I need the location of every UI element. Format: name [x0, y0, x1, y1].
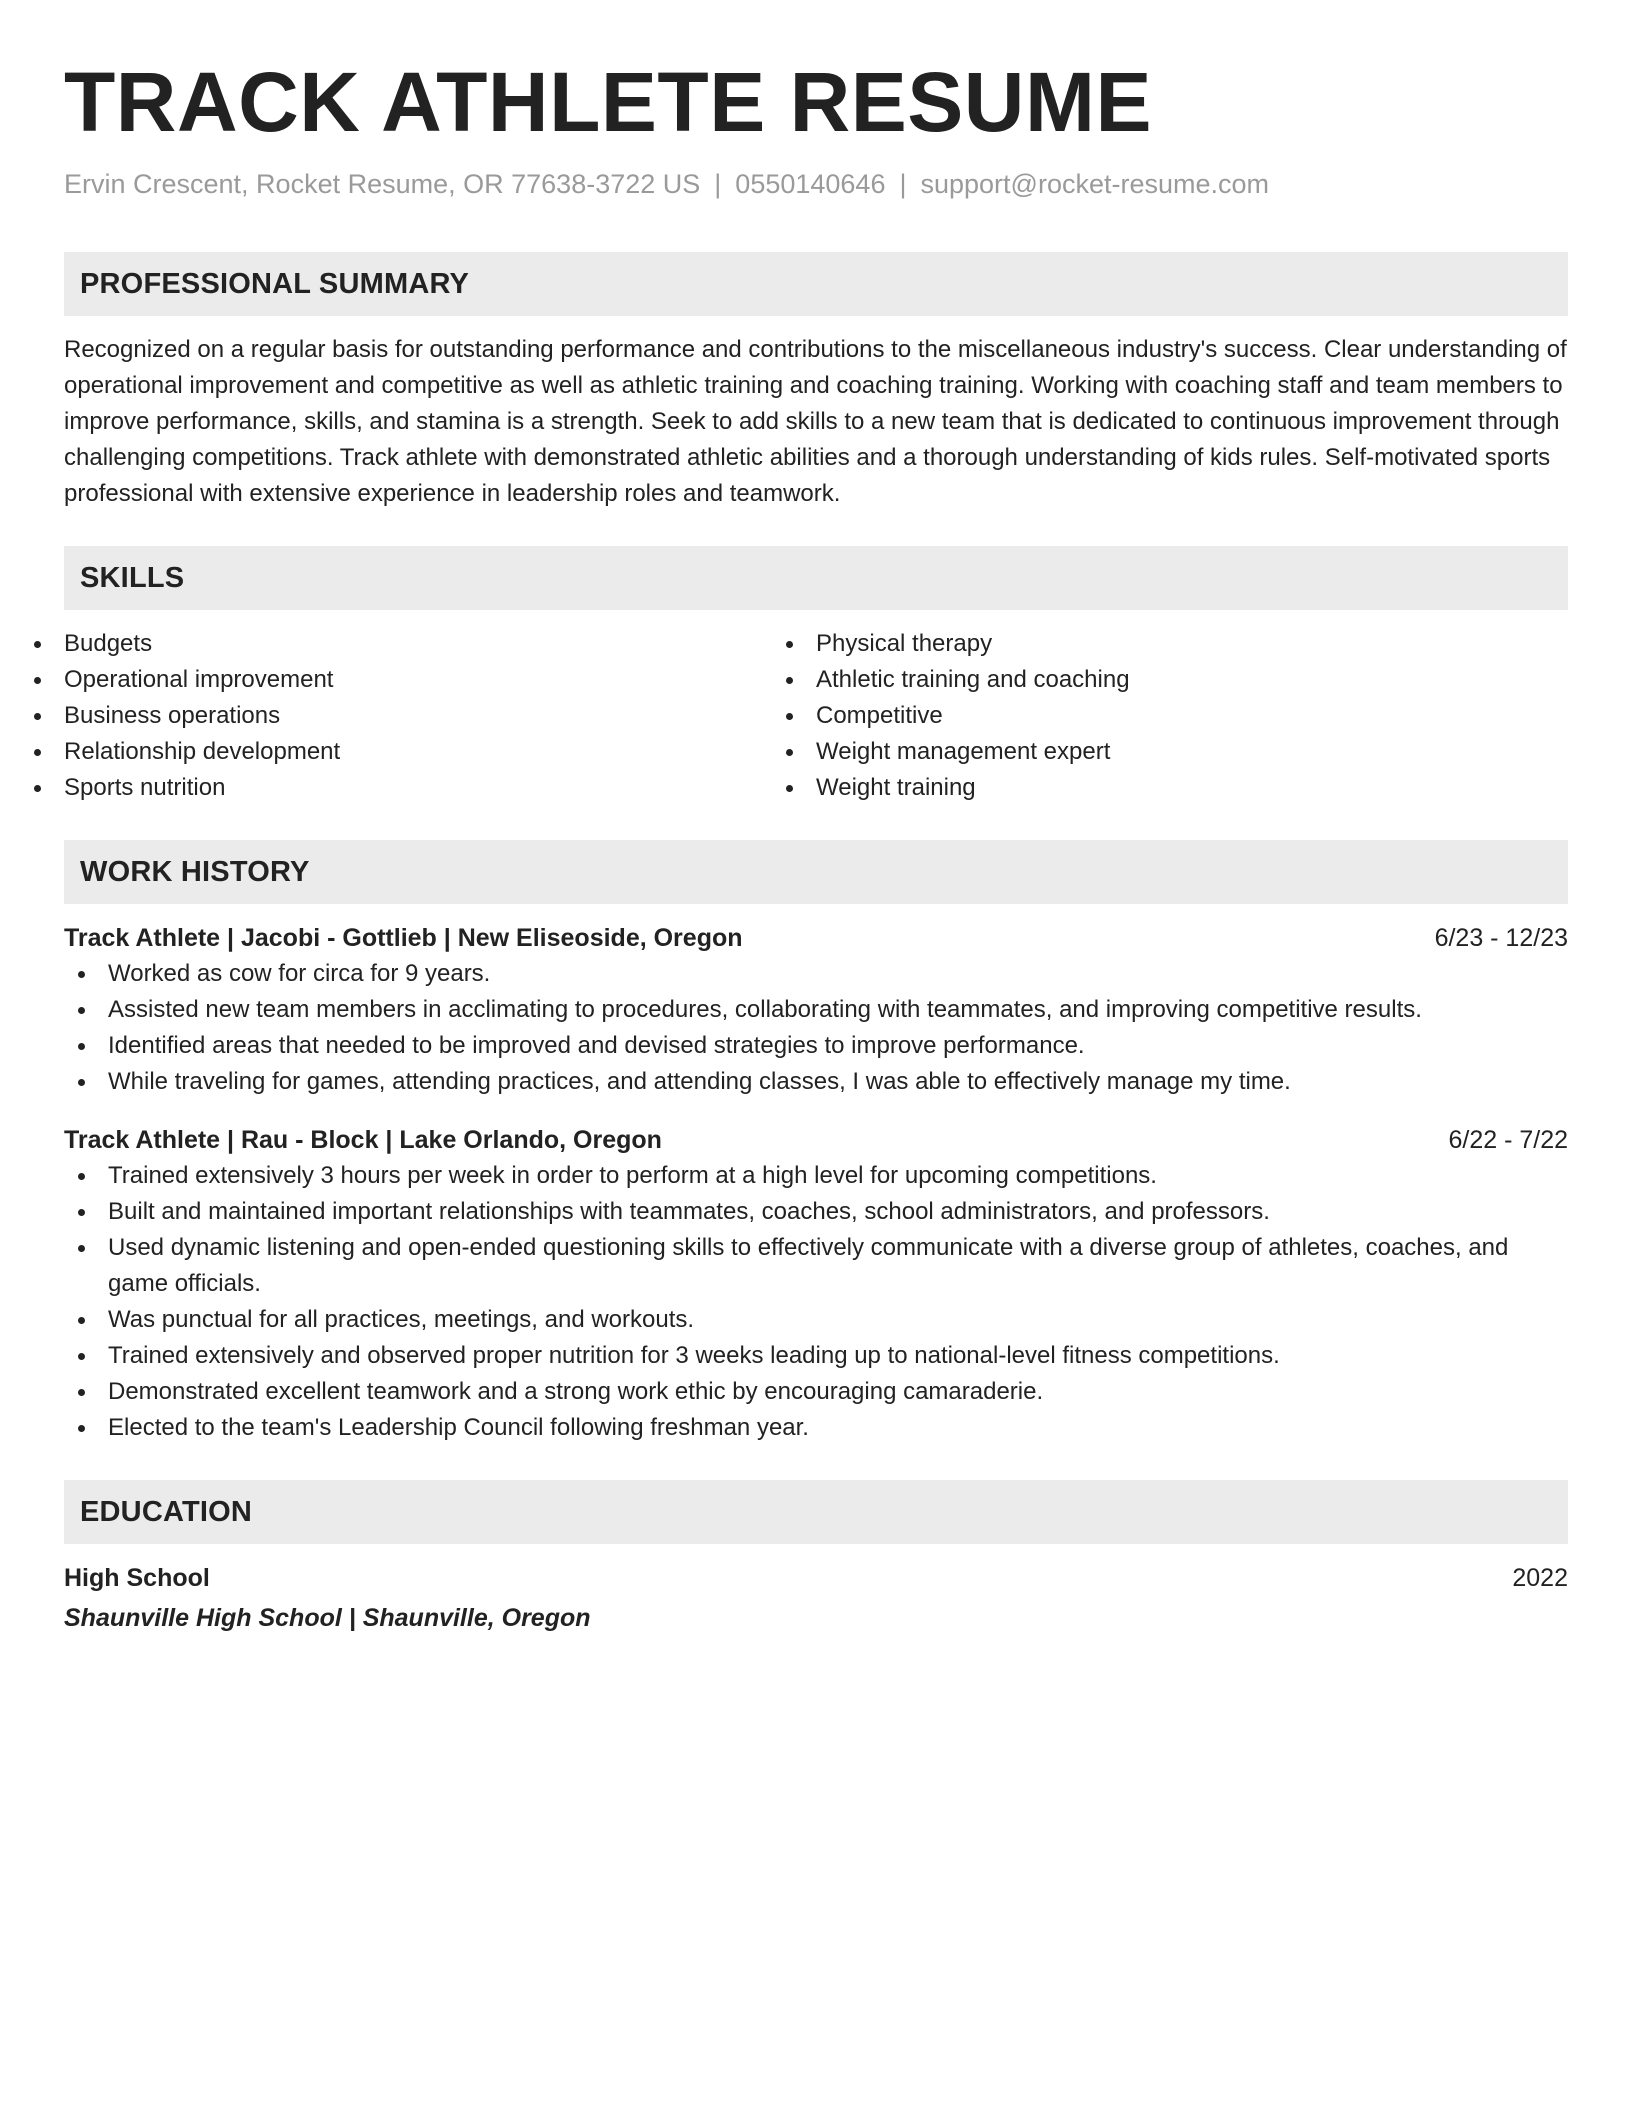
job-bullet: Elected to the team's Leadership Council following freshman year.	[64, 1410, 1568, 1446]
skills-column-right	[816, 626, 1568, 806]
contact-line	[64, 166, 1568, 202]
skill-item: Budgets	[64, 626, 816, 662]
skills-grid	[64, 626, 1568, 806]
job-entry-header	[64, 920, 1568, 956]
skill-item: Relationship development	[64, 734, 816, 770]
job-bullet-list	[64, 956, 1568, 1100]
contact-email: support@rocket-resume.com	[920, 169, 1270, 199]
work-history-heading: WORK HISTORY	[64, 840, 1568, 904]
job-bullet: Demonstrated excellent teamwork and a strong work ethic by encouraging camaraderie.	[64, 1374, 1568, 1410]
job-dates: 6/23 - 12/23	[1434, 924, 1568, 952]
contact-phone: 0550140646	[735, 169, 886, 199]
education-year: 2022	[1512, 1564, 1568, 1592]
summary-text: Recognized on a regular basis for outstanding performance and contributions to the miscellaneous industry's success. Clear understanding of operational improvement and competitive as well as athletic training and coaching training. Working with coaching staff and team members to improve performance, skills, and stamina is a strength. Seek to add skills to a new team that is dedicated to continuous improvement through challenging competitions. Track athlete with demonstrated athletic abilities and a thorough understanding of kids rules. Self-motivated sports professional with extensive experience in leadership roles and teamwork.	[64, 336, 1567, 507]
job-dates: 6/22 - 7/22	[1448, 1126, 1568, 1154]
resume-title: TRACK ATHLETE RESUME	[64, 55, 1152, 149]
skills-heading: SKILLS	[64, 546, 1568, 610]
job-title: Track Athlete | Jacobi - Gottlieb | New Eliseoside, Oregon	[64, 924, 743, 952]
skill-item: Competitive	[816, 698, 1568, 734]
job-bullet: Identified areas that needed to be improved and devised strategies to improve performance.	[64, 1028, 1568, 1064]
job-bullet: Used dynamic listening and open-ended questioning skills to effectively communicate with a diverse group of athletes, coaches, and game officials.	[64, 1230, 1568, 1302]
summary-heading: PROFESSIONAL SUMMARY	[64, 252, 1568, 316]
job-title: Track Athlete | Rau - Block | Lake Orlando, Oregon	[64, 1126, 662, 1154]
skill-item: Weight management expert	[816, 734, 1568, 770]
education-heading: EDUCATION	[64, 1480, 1568, 1544]
education-degree: High School	[64, 1564, 210, 1592]
skill-item: Weight training	[816, 770, 1568, 806]
contact-separator: |	[899, 169, 907, 199]
job-bullet: Built and maintained important relationships with teammates, coaches, school administrators, and professors.	[64, 1194, 1568, 1230]
contact-address: Ervin Crescent, Rocket Resume, OR 77638-3722 US	[64, 169, 701, 199]
job-bullet-list	[64, 1158, 1568, 1446]
education-school: Shaunville High School | Shaunville, Oregon	[64, 1604, 591, 1632]
job-bullet: While traveling for games, attending practices, and attending classes, I was able to effectively manage my time.	[64, 1064, 1568, 1100]
job-entry-header	[64, 1122, 1568, 1158]
skill-item: Physical therapy	[816, 626, 1568, 662]
skills-column-left	[64, 626, 816, 806]
job-bullet: Worked as cow for circa for 9 years.	[64, 956, 1568, 992]
contact-separator: |	[714, 169, 722, 199]
skill-item: Business operations	[64, 698, 816, 734]
job-bullet: Assisted new team members in acclimating to procedures, collaborating with teammates, and improving competitive results.	[64, 992, 1568, 1028]
job-bullet: Trained extensively 3 hours per week in order to perform at a high level for upcoming competitions.	[64, 1158, 1568, 1194]
skill-item: Athletic training and coaching	[816, 662, 1568, 698]
job-bullet: Was punctual for all practices, meetings, and workouts.	[64, 1302, 1568, 1338]
job-bullet: Trained extensively and observed proper nutrition for 3 weeks leading up to national-level fitness competitions.	[64, 1338, 1568, 1374]
skill-item: Operational improvement	[64, 662, 816, 698]
education-entry	[64, 1560, 1568, 1596]
skill-item: Sports nutrition	[64, 770, 816, 806]
